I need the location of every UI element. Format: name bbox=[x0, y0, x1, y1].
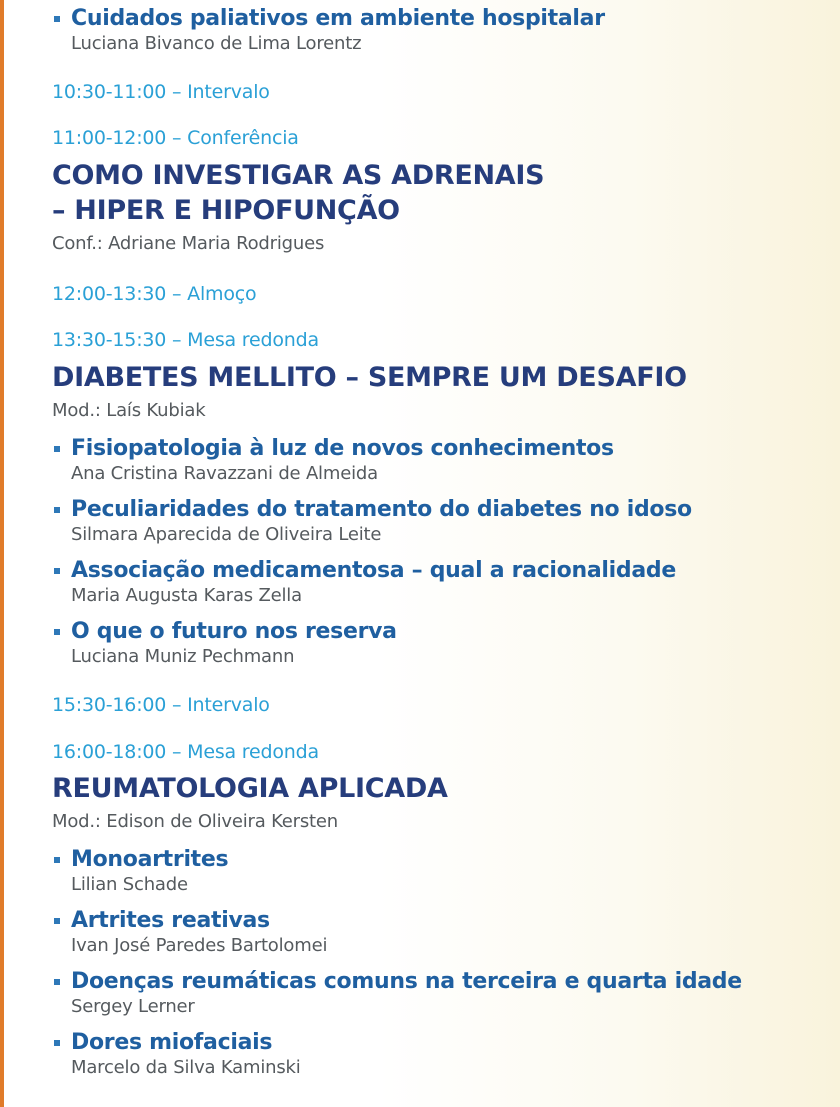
bullet-square-icon bbox=[54, 857, 60, 863]
lunch-time: 12:00-13:30 – Almoço bbox=[52, 283, 257, 305]
conference-time: 11:00-12:00 – Conferência bbox=[52, 127, 299, 149]
talk-title: Monoartrites bbox=[71, 847, 229, 872]
talk-title: Fisiopatologia à luz de novos conhecimentos bbox=[71, 436, 614, 461]
talk-title: Dores miofaciais bbox=[71, 1030, 273, 1055]
bullet-square-icon bbox=[54, 568, 60, 574]
talk-title: Artrites reativas bbox=[71, 908, 270, 933]
talk-title: Peculiaridades do tratamento do diabetes no idoso bbox=[71, 497, 692, 522]
bullet-square-icon bbox=[54, 1040, 60, 1046]
talk-title: Doenças reumáticas comuns na terceira e quarta idade bbox=[71, 969, 742, 994]
talk-speaker: Maria Augusta Karas Zella bbox=[71, 585, 302, 606]
break-time: 10:30-11:00 – Intervalo bbox=[52, 81, 270, 103]
bullet-square-icon bbox=[54, 979, 60, 985]
left-accent-bar bbox=[0, 0, 4, 1107]
talk-speaker: Silmara Aparecida de Oliveira Leite bbox=[71, 524, 382, 545]
diabetes-moderator: Mod.: Laís Kubiak bbox=[52, 400, 206, 421]
talk-speaker: Luciana Bivanco de Lima Lorentz bbox=[71, 33, 362, 54]
rheuma-moderator: Mod.: Edison de Oliveira Kersten bbox=[52, 811, 338, 832]
talk-speaker: Ana Cristina Ravazzani de Almeida bbox=[71, 463, 378, 484]
rheuma-session-title: REUMATOLOGIA APLICADA bbox=[52, 773, 448, 804]
break-time: 15:30-16:00 – Intervalo bbox=[52, 694, 270, 716]
bullet-square-icon bbox=[54, 507, 60, 513]
rheuma-session-time: 16:00-18:00 – Mesa redonda bbox=[52, 741, 319, 763]
talk-speaker: Marcelo da Silva Kaminski bbox=[71, 1057, 301, 1078]
talk-title: O que o futuro nos reserva bbox=[71, 619, 397, 644]
conference-title-line1: COMO INVESTIGAR AS ADRENAIS bbox=[52, 160, 545, 191]
talk-speaker: Sergey Lerner bbox=[71, 996, 195, 1017]
talk-title: Associação medicamentosa – qual a racionalidade bbox=[71, 558, 676, 583]
conference-title-line2: – HIPER E HIPOFUNÇÃO bbox=[52, 195, 400, 226]
bullet-square-icon bbox=[54, 16, 60, 22]
talk-speaker: Ivan José Paredes Bartolomei bbox=[71, 935, 328, 956]
diabetes-session-time: 13:30-15:30 – Mesa redonda bbox=[52, 329, 319, 351]
talk-title: Cuidados paliativos em ambiente hospitalar bbox=[71, 6, 605, 31]
conference-speaker: Conf.: Adriane Maria Rodrigues bbox=[52, 233, 325, 254]
bullet-square-icon bbox=[54, 446, 60, 452]
talk-speaker: Lilian Schade bbox=[71, 874, 188, 895]
talk-speaker: Luciana Muniz Pechmann bbox=[71, 646, 295, 667]
diabetes-session-title: DIABETES MELLITO – SEMPRE UM DESAFIO bbox=[52, 362, 687, 393]
bullet-square-icon bbox=[54, 629, 60, 635]
bullet-square-icon bbox=[54, 918, 60, 924]
